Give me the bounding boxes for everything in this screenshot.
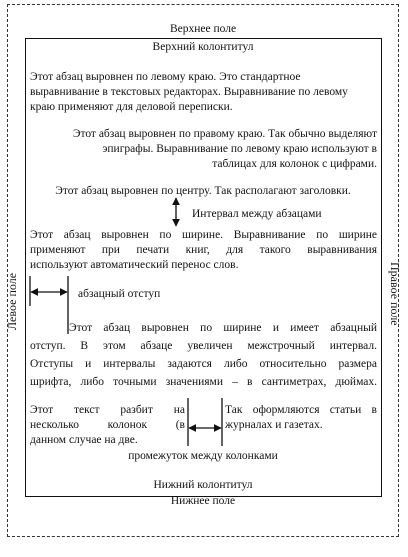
- left-aligned-line-1: Этот абзац выровнен по левому краю. Это стандартное: [30, 71, 301, 83]
- right-aligned-line-3: таблицах для колонок с цифрами.: [212, 158, 377, 170]
- bottom-margin-label: Нижнее поле: [170, 495, 236, 507]
- justified-line-3: используют автоматический перенос слов.: [30, 259, 239, 271]
- paragraph-spacing-label: Интервал между абзацами: [192, 208, 322, 220]
- centered-paragraph: Этот абзац выровнен по центру. Так располагают заголовки.: [55, 185, 351, 197]
- indented-line-2: отступ. В этом абзаце увеличен межстрочный интервал.: [30, 340, 377, 352]
- header-label: Верхний колонтитул: [152, 41, 254, 53]
- right-aligned-line-1: Этот абзац выровнен по правому краю. Так обычно выделяют: [72, 128, 377, 140]
- justified-line-1: Этот абзац выровнен по ширине. Выравнивание по ширине: [30, 229, 377, 241]
- column-left-line-1: Этот текст разбит на: [30, 404, 185, 416]
- column-right-line-2: журналах и газетах.: [225, 419, 323, 431]
- indented-line-3: Отступы и интервалы задаются либо относительно размера: [30, 358, 377, 370]
- top-margin-label: Верхнее поле: [169, 23, 237, 35]
- indented-line-1: Этот абзац выровнен по ширине и имеет абзацный: [69, 322, 377, 334]
- left-aligned-line-2: выравнивание в текстовых редакторах. Выравнивание по левому: [30, 86, 348, 98]
- footer-label: Нижний колонтитул: [153, 479, 253, 491]
- justified-line-2: применяют при печати книг, для такого выравнивания: [30, 244, 377, 256]
- column-left-line-3: данном случае на две.: [30, 434, 138, 446]
- column-right-line-1: Так оформляются статьи в: [225, 404, 377, 416]
- right-aligned-line-2: эпиграфы. Выравнивание по левому краю используют в: [102, 143, 377, 155]
- column-gap-label: промежуток между колонками: [128, 450, 278, 462]
- left-aligned-line-3: краю применяют для деловой переписки.: [30, 101, 233, 113]
- right-margin-label: Правое поле: [388, 262, 402, 326]
- indent-label: абзацный отступ: [78, 288, 161, 300]
- indented-line-4: шрифта, либо точными значениями – в сантиметрах, дюймах.: [30, 376, 377, 388]
- left-margin-label: Левое поле: [5, 272, 19, 330]
- column-left-line-2: несколько колонок (в: [30, 419, 185, 431]
